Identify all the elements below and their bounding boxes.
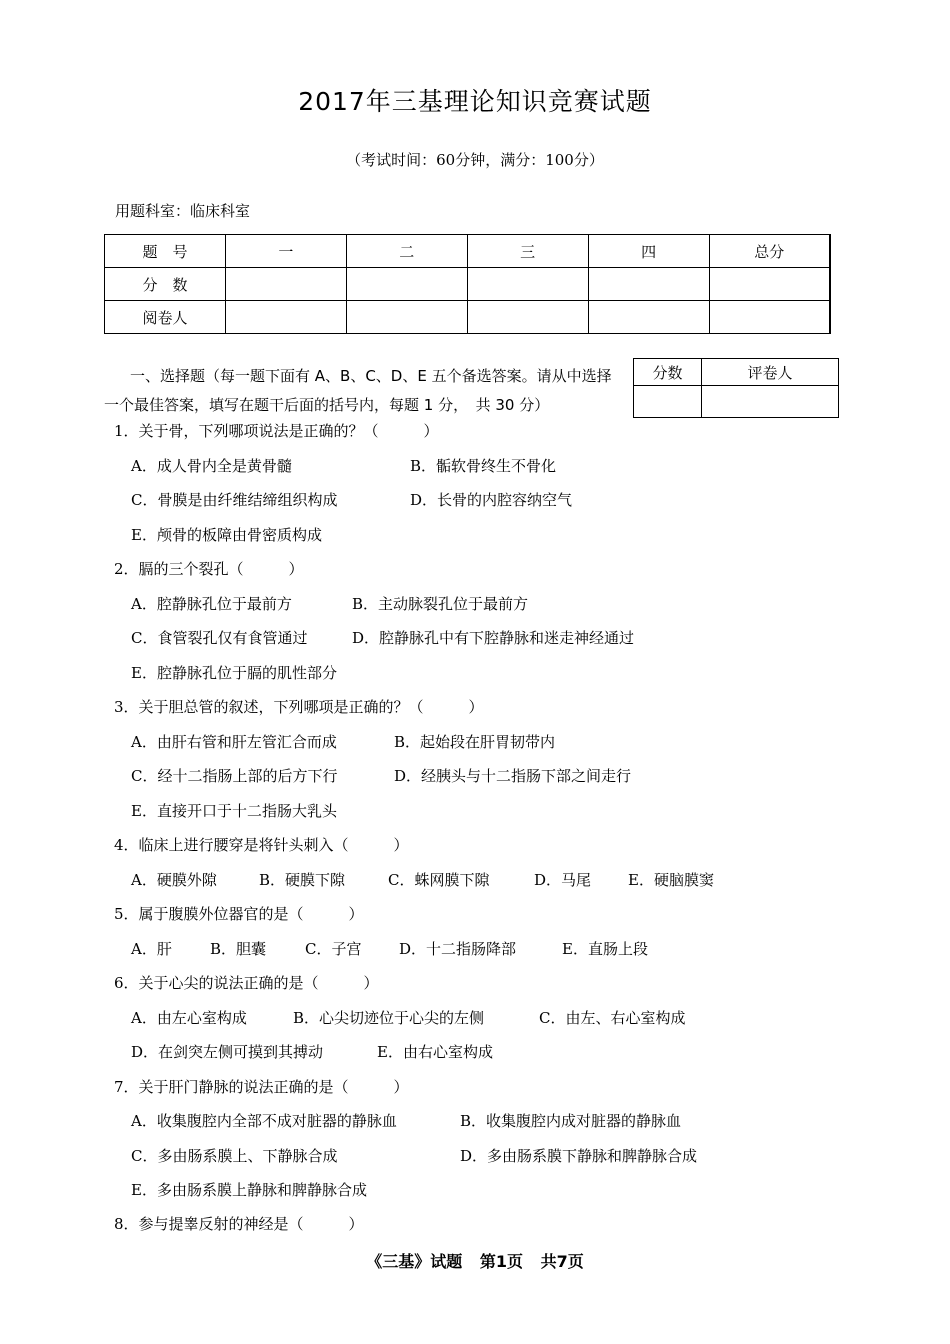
score-cell[interactable]	[225, 268, 346, 301]
footer-page-number: 第1页	[479, 1252, 523, 1271]
answer-option: E．由右心室构成	[377, 1043, 493, 1061]
question-stem: 3．关于胆总管的叙述，下列哪项是正确的？（ ）	[114, 698, 484, 716]
grader-cell[interactable]	[346, 301, 467, 334]
score-table-row	[105, 301, 831, 334]
score-table-header: 三	[467, 235, 588, 268]
score-cell[interactable]	[346, 268, 467, 301]
exam-info: （考试时间：60分钟，满分：100分）	[346, 151, 604, 169]
department-label: 用题科室：临床科室	[115, 202, 251, 220]
answer-option: B．起始段在肝胃韧带内	[394, 733, 556, 751]
score-table-header: 二	[346, 235, 467, 268]
grader-cell[interactable]	[709, 301, 830, 334]
answer-option: B．主动脉裂孔位于最前方	[352, 595, 529, 613]
answer-option: C．骨膜是由纤维结缔组织构成	[131, 491, 338, 509]
question-stem: 1．关于骨，下列哪项说法是正确的？（ ）	[114, 422, 439, 440]
answer-option: A．腔静脉孔位于最前方	[131, 595, 292, 613]
answer-option: C．子宫	[305, 940, 362, 958]
answer-option: E．直接开口于十二指肠大乳头	[131, 802, 337, 820]
answer-option: E．硬脑膜窦	[628, 871, 714, 889]
score-cell[interactable]	[467, 268, 588, 301]
footer-page-total: 共7页	[540, 1252, 584, 1271]
score-table-header: 四	[588, 235, 709, 268]
answer-option: A．由左心室构成	[131, 1009, 247, 1027]
answer-option: D．长骨的内腔容纳空气	[410, 491, 573, 509]
section-heading: 一、选择题（每一题下面有 A、B、C、D、E 五个备选答案。请从中选择一个最佳答案，填写在题干后面的括号内，每题 1 分， 共 30 分）	[104, 367, 612, 414]
footer-doc-name: 《三基》试题	[366, 1252, 463, 1271]
grader-cell[interactable]	[467, 301, 588, 334]
answer-option: C．食管裂孔仅有食管通过	[131, 629, 308, 647]
score-table-row	[105, 268, 831, 301]
answer-option: B．心尖切迹位于心尖的左侧	[293, 1009, 485, 1027]
score-table	[104, 234, 831, 334]
answer-option: E．腔静脉孔位于膈的肌性部分	[131, 664, 337, 682]
answer-option: B．胆囊	[210, 940, 267, 958]
answer-option: C．多由肠系膜上、下静脉合成	[131, 1147, 338, 1165]
answer-option: E．多由肠系膜上静脉和脾静脉合成	[131, 1181, 367, 1199]
question-stem: 4．临床上进行腰穿是将针头刺入（ ）	[114, 836, 409, 854]
answer-option: D．马尾	[534, 871, 592, 889]
answer-option: B．收集腹腔内成对脏器的静脉血	[460, 1112, 682, 1130]
answer-option: B．硬膜下隙	[259, 871, 346, 889]
answer-option: E．颅骨的板障由骨密质构成	[131, 526, 322, 544]
answer-option: C．经十二指肠上部的后方下行	[131, 767, 338, 785]
question-stem: 6．关于心尖的说法正确的是（ ）	[114, 974, 379, 992]
answer-option: D．十二指肠降部	[399, 940, 517, 958]
question-stem: 2．膈的三个裂孔（ ）	[114, 560, 304, 578]
score-table-header-row	[105, 235, 831, 268]
answer-option: D．在剑突左侧可摸到其搏动	[131, 1043, 324, 1061]
score-table-header: 题 号	[105, 235, 226, 268]
answer-option: C．蛛网膜下隙	[388, 871, 490, 889]
section-grader-box	[633, 358, 839, 418]
grader-box-score-label: 分数	[634, 359, 702, 386]
grader-box-grader-label: 评卷人	[702, 359, 839, 386]
grader-cell[interactable]	[225, 301, 346, 334]
question-stem: 8．参与提睾反射的神经是（ ）	[114, 1215, 364, 1233]
answer-option: A．肝	[131, 940, 172, 958]
page-title: 2017年三基理论知识竞赛试题	[298, 87, 652, 116]
page-footer	[0, 1249, 950, 1272]
answer-option: D．经胰头与十二指肠下部之间走行	[394, 767, 632, 785]
question-stem: 7．关于肝门静脉的说法正确的是（ ）	[114, 1078, 409, 1096]
answer-option: A．收集腹腔内全部不成对脏器的静脉血	[131, 1112, 397, 1130]
grader-box-score-cell[interactable]	[634, 386, 702, 418]
answer-option: E．直肠上段	[562, 940, 648, 958]
grader-cell[interactable]	[588, 301, 709, 334]
question-stem: 5．属于腹膜外位器官的是（ ）	[114, 905, 364, 923]
score-cell[interactable]	[588, 268, 709, 301]
answer-option: D．多由肠系膜下静脉和脾静脉合成	[460, 1147, 698, 1165]
score-table-row-label: 分 数	[105, 268, 226, 301]
answer-option: D．腔静脉孔中有下腔静脉和迷走神经通过	[352, 629, 635, 647]
answer-option: A．硬膜外隙	[131, 871, 217, 889]
answer-option: A．成人骨内全是黄骨髓	[131, 457, 292, 475]
score-table-header: 总分	[709, 235, 830, 268]
answer-option: C．由左、右心室构成	[539, 1009, 686, 1027]
answer-option: B．骺软骨终生不骨化	[410, 457, 557, 475]
score-cell[interactable]	[709, 268, 830, 301]
grader-box-grader-cell[interactable]	[702, 386, 839, 418]
score-table-row-label: 阅卷人	[105, 301, 226, 334]
answer-option: A．由肝右管和肝左管汇合而成	[131, 733, 337, 751]
score-table-header: 一	[225, 235, 346, 268]
